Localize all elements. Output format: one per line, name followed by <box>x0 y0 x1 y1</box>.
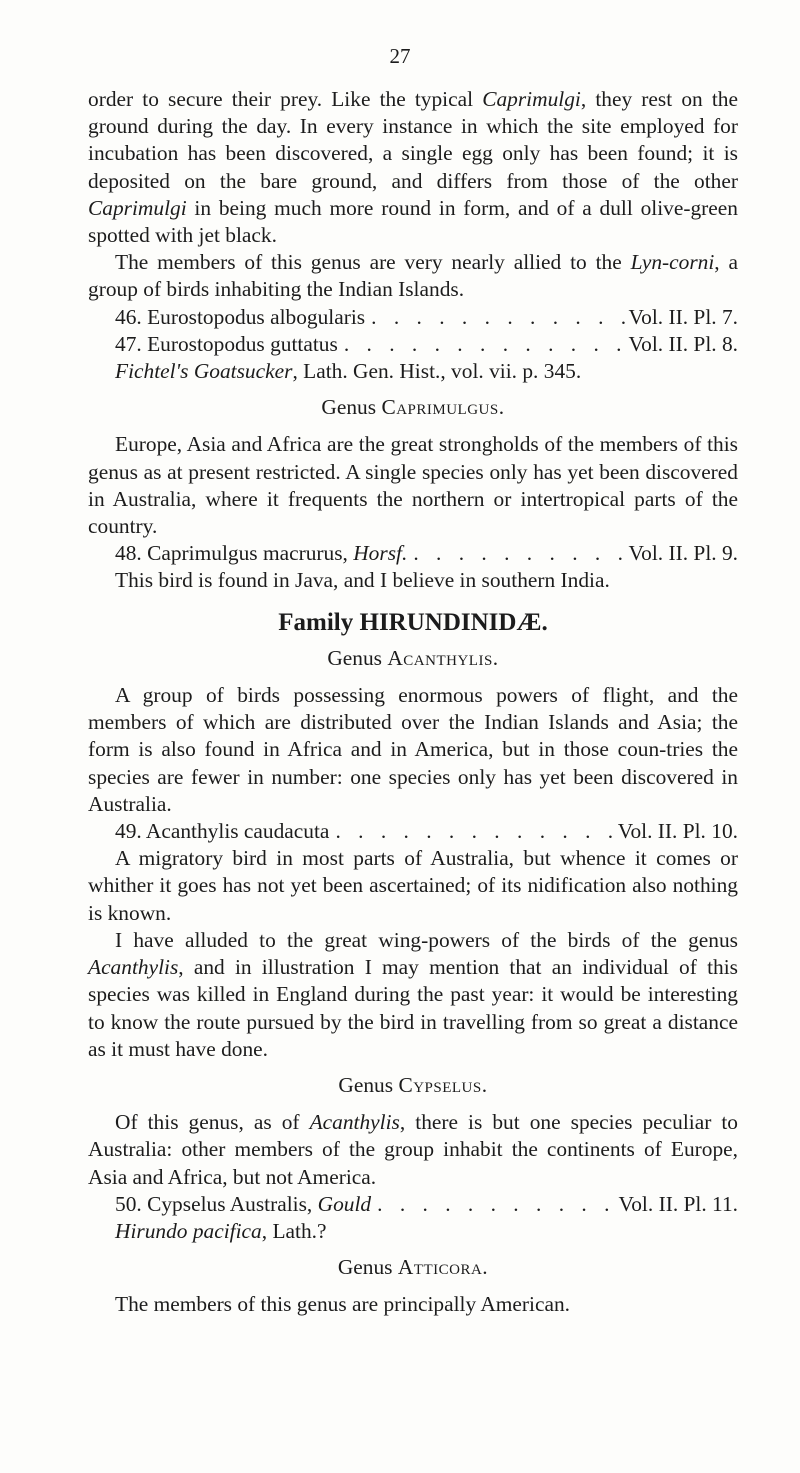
paragraph-acanthylis-flight: A group of birds possessing enormous powers of flight, and the members of which are distributed over the Indian Islands and Asia; the form is also found in Africa and in America, but in those coun-tries the species are fewer in number: one species only has yet been discovered in Australia. <box>88 683 738 816</box>
species-entry-46: 46. Eurostopodus albogularis . . . Vol. II. Pl. 7. <box>88 304 738 331</box>
leader-dots <box>365 304 628 331</box>
leader-dots <box>338 331 629 358</box>
genus-heading-atticora: Genus Atticora. <box>337 1255 489 1280</box>
leader-dots <box>329 818 617 845</box>
paragraph-java: This bird is found in Java, and I believe in southern India. <box>115 568 610 593</box>
genus-heading-cypselus: Genus Cypselus. <box>338 1072 488 1097</box>
species-entry-47: 47. Eurostopodus guttatus . . . Vol. II. Pl. 8. <box>88 331 738 358</box>
paragraph-wing-powers: I have alluded to the great wing-powers of the birds of the genus Acanthylis, and in illustration I may mention that an individual of this species was killed in England during the past year: it would be interesting to know the route pursued by the bird in travelling from so great a distance as it must have done. <box>88 927 738 1061</box>
species-entry-50: 50. Cypselus Australis, Gould . . . Vol. II. Pl. 11. <box>88 1191 738 1218</box>
paragraph-cypselus: Of this genus, as of Acanthylis, there is but one species peculiar to Australia: other members of the group inhabit the continents of Europe, Asia and Africa, but not America. <box>88 1110 738 1189</box>
paragraph-eurostopodus-nesting: order to secure their prey. Like the typical Caprimulgi, they rest on the ground during the day. In every instance in which the site employed for incubation has been discovered, a single egg only has been found; it is deposited on the bare ground, and differs from those of the other Caprimulgi in being much more round in form, and of a dull olive-green spotted with jet black. <box>88 87 738 248</box>
page-number: 27 <box>389 44 411 68</box>
species-entry-48: 48. Caprimulgus macrurus, Horsf. . . . Vol. II. Pl. 9. <box>88 540 738 567</box>
leader-dots <box>407 540 628 567</box>
family-heading-hirundinidae: Family HIRUNDINIDÆ. <box>278 608 548 636</box>
paragraph-lyncorni: The members of this genus are very nearly allied to the Lyn-corni, a group of birds inhabiting the Indian Islands. <box>88 250 738 302</box>
leader-dots <box>371 1191 618 1218</box>
synonym-47: Fichtel's Goatsucker, Lath. Gen. Hist., vol. vii. p. 345. <box>115 359 582 384</box>
body-text <box>88 86 738 1319</box>
genus-heading-caprimulgus: Genus Caprimulgus. <box>321 395 505 420</box>
species-entry-49: 49. Acanthylis caudacuta . . . Vol. II. Pl. 10. <box>88 818 738 845</box>
synonym-50: Hirundo pacifica, Lath.? <box>115 1218 327 1243</box>
genus-heading-acanthylis: Genus Acanthylis. <box>327 645 499 670</box>
paragraph-caprimulgus-range: Europe, Asia and Africa are the great strongholds of the members of this genus as at present restricted. A single species only has yet been discovered in Australia, where it frequents the northern or intertropical parts of the country. <box>88 432 738 539</box>
paragraph-migratory: A migratory bird in most parts of Australia, but whence it comes or whither it goes has not yet been ascertained; of its nidification also nothing is known. <box>88 846 738 925</box>
paragraph-atticora: The members of this genus are principally American. <box>115 1292 570 1317</box>
